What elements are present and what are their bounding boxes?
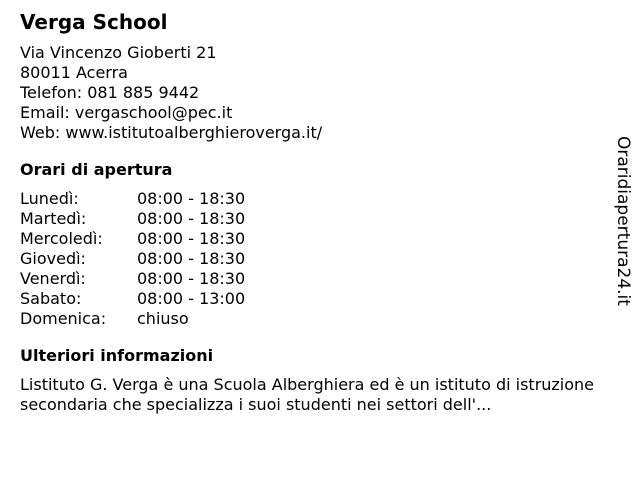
hours-row xyxy=(20,269,600,289)
hours-day: Martedì: xyxy=(20,209,87,228)
hours-row xyxy=(20,189,600,209)
hours-day: Lunedì: xyxy=(20,189,79,208)
hours-time: 08:00 - 18:30 xyxy=(137,249,246,268)
business-card xyxy=(20,9,600,415)
business-name: Verga School xyxy=(20,10,168,34)
hours-row xyxy=(20,289,600,309)
hours-day: Giovedì: xyxy=(20,249,86,268)
hours-time: 08:00 - 18:30 xyxy=(137,269,246,288)
info-text: Listituto G. Verga è una Scuola Alberghiera ed è un istituto di istruzione secondaria che specializza i suoi studenti nei settori dell'... xyxy=(20,375,595,414)
hours-time: 08:00 - 18:30 xyxy=(137,229,246,248)
hours-time: 08:00 - 18:30 xyxy=(137,209,246,228)
hours-row xyxy=(20,309,600,329)
hours-row xyxy=(20,229,600,249)
hours-title: Orari di apertura xyxy=(20,160,173,179)
hours-time: chiuso xyxy=(137,309,189,328)
hours-time: 08:00 - 18:30 xyxy=(137,189,246,208)
hours-table xyxy=(20,189,600,329)
hours-day: Mercoledì: xyxy=(20,229,103,248)
info-title: Ulteriori informazioni xyxy=(20,346,214,365)
phone-line: Telefon: 081 885 9442 xyxy=(20,83,200,102)
email-line: Email: vergaschool@pec.it xyxy=(20,103,233,122)
hours-day: Venerdì: xyxy=(20,269,86,288)
site-watermark xyxy=(612,136,634,308)
hours-time: 08:00 - 13:00 xyxy=(137,289,246,308)
hours-row xyxy=(20,209,600,229)
web-line: Web: www.istitutoalberghieroverga.it/ xyxy=(20,123,323,142)
hours-day: Sabato: xyxy=(20,289,82,308)
hours-day: Domenica: xyxy=(20,309,107,328)
hours-row xyxy=(20,249,600,269)
site-watermark-text: Oraridiapertura24.it xyxy=(613,136,633,306)
address-city: 80011 Acerra xyxy=(20,63,128,82)
address-street: Via Vincenzo Gioberti 21 xyxy=(20,43,217,62)
